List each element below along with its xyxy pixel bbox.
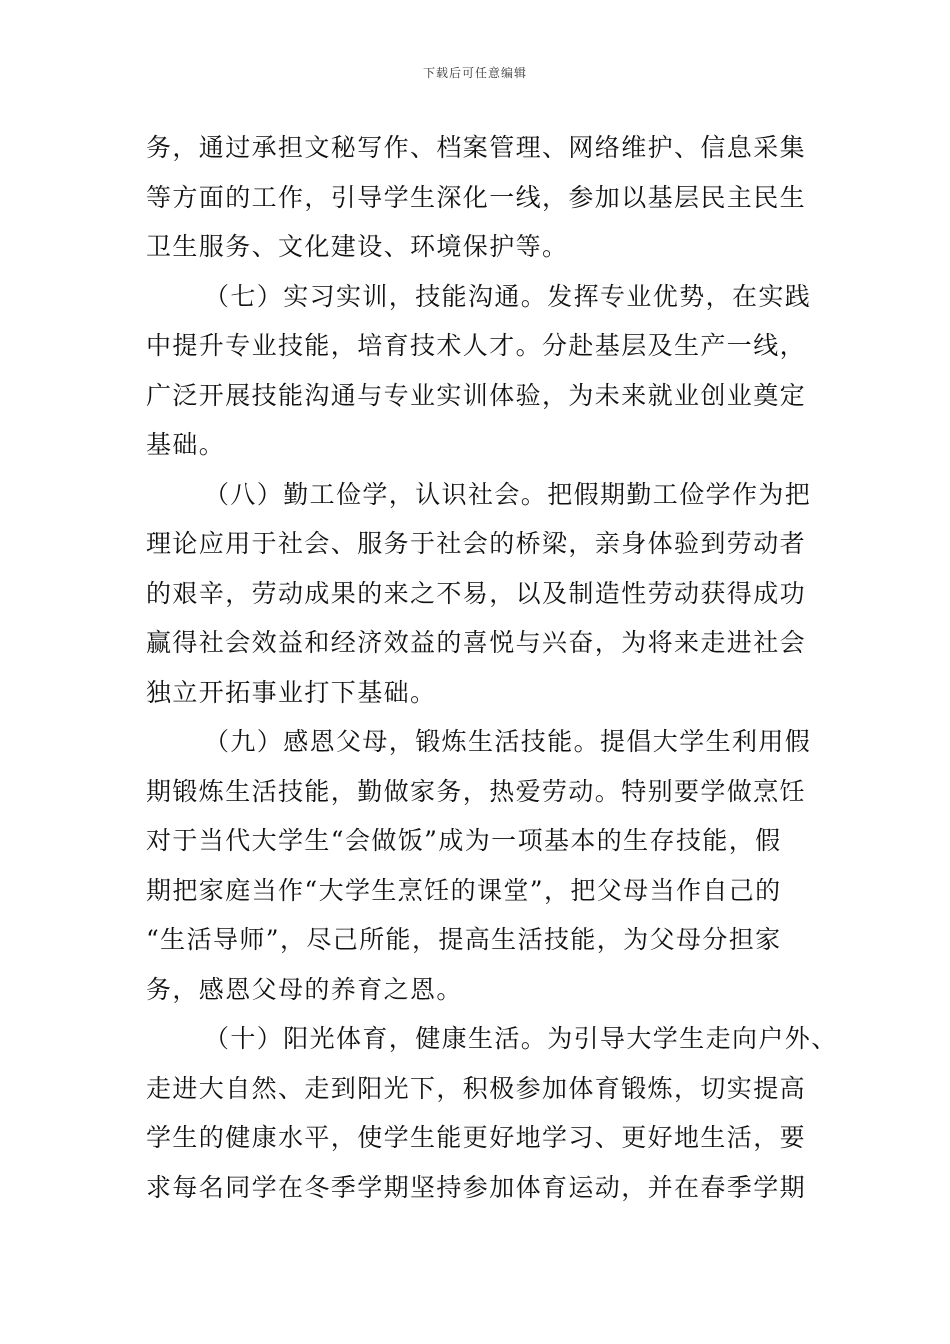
text-line: （九）感恩父母，锻炼生活技能。提倡大学生利用假 (204, 727, 812, 756)
text-line: （七）实习实训，技能沟通。发挥专业优势，在实践 (204, 281, 812, 311)
text-line: 基础。 (146, 430, 226, 459)
text-line: 中提升专业技能，培育技术人才。分赴基层及生产一线， (146, 331, 807, 360)
text-line: （十）阳光体育，健康生活。为引导大学生走向户外、 (204, 1024, 838, 1053)
text-line: 求每名同学在冬季学期坚持参加体育运动，并在春季学期 (146, 1172, 807, 1202)
text-line: 赢得社会效益和经济效益的喜悦与兴奋，为将来走进社会 (146, 628, 807, 657)
paragraph-ten (146, 1014, 836, 1212)
text-line: 走进大自然、走到阳光下，积极参加体育锻炼，切实提高 (146, 1073, 807, 1103)
text-line: 独立开拓事业打下基础。 (146, 677, 437, 707)
paragraph-continuation (146, 123, 836, 272)
text-line: （八）勤工俭学，认识社会。把假期勤工俭学作为把 (204, 479, 812, 509)
text-line: 期锻炼生活技能，勤做家务，热爱劳动。特别要学做烹饪 (146, 776, 807, 806)
text-line: “生活导师”，尽己所能，提高生活技能，为父母分担家 (146, 925, 782, 954)
text-line: 卫生服务、文化建设、环境保护等。 (146, 232, 569, 261)
paragraph-seven (146, 272, 836, 470)
text-line: 的艰辛，劳动成果的来之不易，以及制造性劳动获得成功 (146, 578, 807, 608)
text-line: 期把家庭当作“大学生烹饪的课堂”，把父母当作自己的 (146, 875, 782, 905)
text-line: 对于当代大学生“会做饭”成为一项基本的生存技能，假 (146, 826, 782, 855)
text-line: 等方面的工作，引导学生深化一线，参加以基层民主民生 (146, 182, 807, 212)
page-header: 下载后可任意编辑 (422, 66, 527, 80)
paragraph-nine (146, 717, 836, 1014)
text-line: 务，感恩父母的养育之恩。 (146, 974, 463, 1004)
paragraph-eight (146, 470, 836, 718)
text-line: 理论应用于社会、服务于社会的桥梁，亲身体验到劳动者 (146, 529, 807, 558)
text-line: 广泛开展技能沟通与专业实训体验，为未来就业创业奠定 (146, 380, 807, 410)
text-line: 务，通过承担文秘写作、档案管理、网络维护、信息采集 (146, 133, 807, 162)
text-line: 学生的健康水平，使学生能更好地学习、更好地生活，要 (146, 1123, 807, 1152)
document-body (146, 123, 836, 1212)
